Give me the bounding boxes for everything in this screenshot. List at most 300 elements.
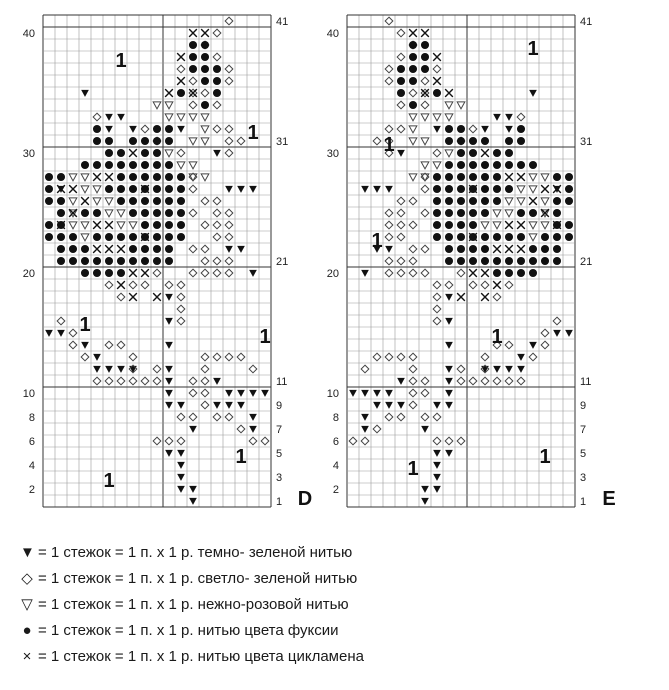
light-green-stitch	[225, 269, 233, 277]
light-green-stitch	[201, 377, 209, 385]
dark-green-stitch	[213, 378, 221, 385]
cyclamen-stitch	[445, 89, 453, 97]
fuchsia-stitch	[105, 185, 113, 193]
fuchsia-stitch	[565, 197, 573, 205]
fuchsia-stitch	[129, 245, 137, 253]
cyclamen-stitch	[493, 245, 501, 253]
fuchsia-stitch	[421, 41, 429, 49]
row-number-right: 41	[276, 16, 289, 28]
fuchsia-stitch	[457, 137, 465, 145]
light-green-stitch	[141, 377, 149, 385]
fuchsia-stitch	[445, 137, 453, 145]
fuchsia-stitch	[433, 233, 441, 241]
fuchsia-stitch	[457, 257, 465, 265]
fuchsia-stitch	[457, 149, 465, 157]
fuchsia-stitch	[445, 197, 453, 205]
light-green-stitch	[201, 221, 209, 229]
fuchsia-stitch	[81, 257, 89, 265]
light-green-stitch	[409, 365, 417, 373]
pink-stitch	[433, 114, 441, 121]
light-green-stitch	[189, 389, 197, 397]
legend-text: = 1 стежок = 1 п. х 1 р. светло- зеленой нитью	[38, 570, 358, 587]
row-number-right: 3	[580, 472, 587, 484]
cyclamen-stitch	[117, 245, 125, 253]
fuchsia-stitch	[481, 173, 489, 181]
dark-green-stitch	[117, 114, 125, 121]
cyclamen-stitch	[129, 293, 137, 301]
light-green-stitch	[201, 89, 209, 97]
light-green-diamond-icon: ◇	[21, 570, 33, 587]
fuchsia-stitch	[433, 221, 441, 229]
fuchsia-stitch	[481, 245, 489, 253]
fuchsia-stitch	[165, 173, 173, 181]
fuchsia-stitch	[141, 149, 149, 157]
fuchsia-stitch	[493, 269, 501, 277]
dark-green-stitch	[361, 270, 369, 277]
light-green-stitch	[237, 425, 245, 433]
light-green-stitch	[213, 29, 221, 37]
fuchsia-stitch	[469, 137, 477, 145]
pink-stitch	[201, 174, 209, 181]
light-green-stitch	[189, 413, 197, 421]
light-green-stitch	[397, 413, 405, 421]
light-green-stitch	[421, 209, 429, 217]
pink-stitch	[201, 126, 209, 133]
fuchsia-stitch	[469, 209, 477, 217]
light-green-stitch	[189, 101, 197, 109]
fuchsia-stitch	[433, 89, 441, 97]
fuchsia-stitch	[117, 269, 125, 277]
fuchsia-stitch	[93, 209, 101, 217]
fuchsia-stitch	[129, 209, 137, 217]
dark-green-stitch	[177, 126, 185, 133]
fuchsia-stitch	[493, 185, 501, 193]
fuchsia-stitch	[457, 173, 465, 181]
pink-stitch	[457, 102, 465, 109]
fuchsia-stitch	[93, 257, 101, 265]
dark-green-stitch	[505, 366, 513, 373]
pink-stitch	[93, 198, 101, 205]
row-number-right: 21	[580, 256, 593, 268]
pink-stitch	[105, 198, 113, 205]
row-number-right: 7	[580, 424, 587, 436]
dark-green-stitch	[165, 318, 173, 325]
fuchsia-stitch	[457, 197, 465, 205]
pink-stitch	[69, 198, 77, 205]
light-green-stitch	[93, 113, 101, 121]
fuchsia-stitch	[457, 125, 465, 133]
dark-green-stitch	[165, 402, 173, 409]
dark-green-stitch	[529, 342, 537, 349]
row-number-right: 5	[276, 448, 283, 460]
fuchsia-stitch	[153, 209, 161, 217]
fuchsia-stitch	[481, 233, 489, 241]
fuchsia-stitch	[433, 209, 441, 217]
fuchsia-stitch	[57, 173, 65, 181]
fuchsia-stitch	[165, 221, 173, 229]
light-green-stitch	[421, 185, 429, 193]
row-number-left: 10	[22, 388, 35, 400]
fuchsia-stitch	[469, 221, 477, 229]
light-green-stitch	[397, 233, 405, 241]
cyclamen-stitch	[189, 29, 197, 37]
cyclamen-stitch	[517, 245, 525, 253]
light-green-stitch	[457, 437, 465, 445]
light-green-stitch	[177, 65, 185, 73]
dark-green-stitch	[349, 390, 357, 397]
cyclamen-cross-icon: ×	[22, 648, 32, 665]
light-green-stitch	[57, 317, 65, 325]
dark-green-stitch	[373, 186, 381, 193]
legend-item-light-green	[20, 566, 660, 592]
light-green-stitch	[213, 353, 221, 361]
chart-label-d: D	[297, 488, 313, 510]
dark-green-stitch	[433, 474, 441, 481]
light-green-stitch	[189, 209, 197, 217]
zone-number: 1	[491, 326, 503, 348]
dark-green-stitch	[481, 366, 489, 373]
light-green-stitch	[177, 317, 185, 325]
dark-green-stitch	[105, 114, 113, 121]
light-green-stitch	[397, 257, 405, 265]
cyclamen-stitch	[153, 293, 161, 301]
fuchsia-stitch	[165, 209, 173, 217]
row-number-right: 1	[580, 496, 587, 508]
row-number-left: 30	[22, 148, 35, 160]
pink-stitch	[481, 222, 489, 229]
fuchsia-stitch	[165, 185, 173, 193]
dark-green-stitch	[397, 402, 405, 409]
light-green-stitch	[409, 197, 417, 205]
light-green-stitch	[153, 377, 161, 385]
fuchsia-stitch	[457, 161, 465, 169]
pink-stitch	[505, 198, 513, 205]
fuchsia-stitch	[517, 233, 525, 241]
light-green-stitch	[445, 437, 453, 445]
row-number-left: 8	[28, 412, 35, 424]
light-green-stitch	[433, 65, 441, 73]
dark-green-stitch	[385, 246, 393, 253]
fuchsia-stitch	[81, 269, 89, 277]
light-green-stitch	[421, 413, 429, 421]
cyclamen-stitch	[469, 269, 477, 277]
light-green-stitch	[433, 293, 441, 301]
light-green-stitch	[213, 257, 221, 265]
fuchsia-stitch	[141, 245, 149, 253]
dark-green-stitch	[165, 294, 173, 301]
fuchsia-stitch	[457, 185, 465, 193]
dark-green-stitch	[81, 90, 89, 97]
fuchsia-stitch	[505, 185, 513, 193]
fuchsia-stitch	[153, 149, 161, 157]
row-number-right: 3	[276, 472, 283, 484]
cyclamen-stitch	[93, 221, 101, 229]
zone-number: 1	[115, 50, 127, 72]
pink-stitch	[69, 222, 77, 229]
light-green-stitch	[237, 137, 245, 145]
row-number-left: 40	[22, 28, 35, 40]
dark-green-stitch	[433, 450, 441, 457]
light-green-stitch	[225, 257, 233, 265]
dark-green-stitch	[517, 366, 525, 373]
light-green-stitch	[409, 221, 417, 229]
fuchsia-stitch	[445, 125, 453, 133]
light-green-stitch	[177, 149, 185, 157]
dark-green-stitch	[237, 402, 245, 409]
dark-green-stitch	[361, 186, 369, 193]
cyclamen-stitch	[541, 185, 549, 193]
pink-stitch	[409, 174, 417, 181]
fuchsia-stitch	[565, 233, 573, 241]
light-green-stitch	[213, 233, 221, 241]
light-green-stitch	[529, 353, 537, 361]
pink-stitch	[541, 174, 549, 181]
fuchsia-stitch	[93, 137, 101, 145]
fuchsia-stitch	[129, 185, 137, 193]
zone-number: 1	[371, 230, 383, 252]
fuchsia-stitch	[541, 233, 549, 241]
dark-green-stitch	[81, 342, 89, 349]
fuchsia-stitch	[81, 245, 89, 253]
dark-green-stitch	[105, 366, 113, 373]
zone-number: 1	[407, 458, 419, 480]
dark-green-stitch	[553, 330, 561, 337]
dark-green-stitch	[261, 390, 269, 397]
fuchsia-stitch	[165, 125, 173, 133]
fuchsia-stitch	[529, 269, 537, 277]
fuchsia-stitch	[57, 197, 65, 205]
dark-green-stitch	[189, 426, 197, 433]
cyclamen-stitch	[493, 281, 501, 289]
light-green-stitch	[397, 125, 405, 133]
dark-green-stitch	[373, 402, 381, 409]
light-green-stitch	[505, 281, 513, 289]
light-green-stitch	[481, 353, 489, 361]
row-number-right: 31	[580, 136, 593, 148]
fuchsia-stitch	[141, 161, 149, 169]
fuchsia-stitch	[397, 89, 405, 97]
fuchsia-stitch	[481, 209, 489, 217]
light-green-stitch	[517, 377, 525, 385]
legend-item-fuchsia	[20, 618, 660, 644]
cyclamen-stitch	[129, 269, 137, 277]
dark-green-stitch	[237, 390, 245, 397]
fuchsia-stitch	[177, 197, 185, 205]
light-green-stitch	[385, 221, 393, 229]
legend-item-cyclamen	[20, 644, 660, 670]
fuchsia-stitch	[153, 125, 161, 133]
light-green-stitch	[433, 305, 441, 313]
fuchsia-stitch	[45, 221, 53, 229]
fuchsia-stitch	[481, 197, 489, 205]
light-green-stitch	[105, 341, 113, 349]
light-green-stitch	[261, 437, 269, 445]
fuchsia-stitch	[445, 221, 453, 229]
dark-green-stitch	[433, 402, 441, 409]
light-green-stitch	[397, 209, 405, 217]
light-green-stitch	[409, 377, 417, 385]
light-green-stitch	[81, 353, 89, 361]
zone-number: 1	[539, 446, 551, 468]
fuchsia-stitch	[421, 65, 429, 73]
row-number-right: 41	[580, 16, 593, 28]
fuchsia-stitch	[397, 65, 405, 73]
cyclamen-stitch	[189, 89, 197, 97]
fuchsia-stitch	[129, 233, 137, 241]
pink-stitch	[129, 222, 137, 229]
light-green-stitch	[409, 389, 417, 397]
fuchsia-stitch	[409, 101, 417, 109]
dark-green-stitch	[445, 366, 453, 373]
dark-green-stitch	[361, 426, 369, 433]
cyclamen-stitch	[165, 89, 173, 97]
fuchsia-stitch	[445, 209, 453, 217]
fuchsia-stitch	[469, 161, 477, 169]
fuchsia-stitch	[433, 185, 441, 193]
light-green-stitch	[189, 245, 197, 253]
row-number-left: 2	[332, 484, 339, 496]
light-green-stitch	[141, 125, 149, 133]
pink-stitch	[529, 186, 537, 193]
light-green-stitch	[421, 377, 429, 385]
light-green-stitch	[249, 365, 257, 373]
row-number-right: 5	[580, 448, 587, 460]
legend-text: = 1 стежок = 1 п. х 1 р. нитью цвета цикламена	[38, 648, 364, 665]
light-green-stitch	[409, 257, 417, 265]
fuchsia-stitch	[457, 221, 465, 229]
light-green-stitch	[469, 281, 477, 289]
light-green-stitch	[457, 365, 465, 373]
dark-green-stitch	[493, 366, 501, 373]
fuchsia-stitch	[45, 197, 53, 205]
fuchsia-stitch	[201, 65, 209, 73]
fuchsia-stitch	[81, 161, 89, 169]
light-green-stitch	[385, 65, 393, 73]
dark-green-stitch	[505, 126, 513, 133]
fuchsia-stitch	[517, 209, 525, 217]
dark-green-stitch	[213, 150, 221, 157]
dark-green-stitch	[225, 390, 233, 397]
light-green-stitch	[225, 353, 233, 361]
fuchsia-stitch	[153, 197, 161, 205]
light-green-stitch	[225, 221, 233, 229]
light-green-stitch	[553, 317, 561, 325]
dark-green-stitch	[373, 390, 381, 397]
dark-green-stitch	[385, 402, 393, 409]
fuchsia-stitch	[517, 269, 525, 277]
dark-green-stitch	[445, 402, 453, 409]
light-green-stitch	[129, 377, 137, 385]
cyclamen-stitch	[421, 89, 429, 97]
light-green-stitch	[433, 317, 441, 325]
pink-stitch	[421, 138, 429, 145]
row-number-left: 10	[326, 388, 339, 400]
fuchsia-stitch	[433, 197, 441, 205]
light-green-stitch	[349, 437, 357, 445]
fuchsia-stitch	[553, 173, 561, 181]
pink-stitch	[201, 138, 209, 145]
light-green-stitch	[213, 209, 221, 217]
light-green-stitch	[397, 53, 405, 61]
light-green-stitch	[213, 101, 221, 109]
fuchsia-stitch	[505, 257, 513, 265]
light-green-stitch	[397, 101, 405, 109]
cyclamen-stitch	[457, 293, 465, 301]
fuchsia-stitch	[213, 65, 221, 73]
row-number-left: 4	[28, 460, 35, 472]
fuchsia-stitch	[189, 65, 197, 73]
pink-stitch	[529, 234, 537, 241]
zone-number: 1	[259, 326, 271, 348]
light-green-stitch	[225, 17, 233, 25]
fuchsia-stitch	[45, 173, 53, 181]
dark-green-stitch	[397, 150, 405, 157]
light-green-stitch	[421, 245, 429, 253]
light-green-stitch	[409, 245, 417, 253]
dark-green-stitch	[165, 390, 173, 397]
fuchsia-stitch	[421, 53, 429, 61]
fuchsia-stitch	[57, 257, 65, 265]
row-number-left: 30	[326, 148, 339, 160]
fuchsia-stitch	[45, 185, 53, 193]
dark-green-stitch	[237, 246, 245, 253]
light-green-stitch	[153, 365, 161, 373]
light-green-stitch	[421, 269, 429, 277]
dark-green-stitch	[177, 450, 185, 457]
fuchsia-stitch	[409, 77, 417, 85]
dark-green-stitch	[177, 486, 185, 493]
light-green-stitch	[105, 281, 113, 289]
legend	[20, 540, 660, 670]
fuchsia-stitch	[177, 89, 185, 97]
light-green-stitch	[69, 329, 77, 337]
light-green-stitch	[141, 281, 149, 289]
fuchsia-stitch	[541, 257, 549, 265]
light-green-stitch	[165, 281, 173, 289]
fuchsia-stitch	[57, 245, 65, 253]
fuchsia-stitch	[105, 269, 113, 277]
fuchsia-stitch	[445, 233, 453, 241]
fuchsia-stitch	[141, 257, 149, 265]
cyclamen-stitch	[105, 173, 113, 181]
row-number-right: 9	[580, 400, 587, 412]
fuchsia-stitch	[481, 161, 489, 169]
fuchsia-stitch	[117, 233, 125, 241]
light-green-stitch	[177, 413, 185, 421]
light-green-stitch	[189, 377, 197, 385]
fuchsia-dot-icon: ●	[22, 622, 32, 639]
dark-green-stitch	[225, 186, 233, 193]
cyclamen-stitch	[93, 173, 101, 181]
dark-green-stitch	[249, 426, 257, 433]
fuchsia-stitch	[129, 137, 137, 145]
fuchsia-stitch	[153, 245, 161, 253]
pink-stitch	[409, 126, 417, 133]
fuchsia-stitch	[81, 209, 89, 217]
dark-green-stitch	[565, 330, 573, 337]
light-green-stitch	[225, 413, 233, 421]
light-green-stitch	[153, 269, 161, 277]
row-number-left: 6	[332, 436, 339, 448]
light-green-stitch	[201, 353, 209, 361]
cyclamen-stitch	[129, 149, 137, 157]
light-green-stitch	[421, 389, 429, 397]
dark-green-stitch	[177, 402, 185, 409]
fuchsia-stitch	[93, 125, 101, 133]
light-green-stitch	[457, 377, 465, 385]
light-green-stitch	[237, 353, 245, 361]
fuchsia-stitch	[553, 209, 561, 217]
